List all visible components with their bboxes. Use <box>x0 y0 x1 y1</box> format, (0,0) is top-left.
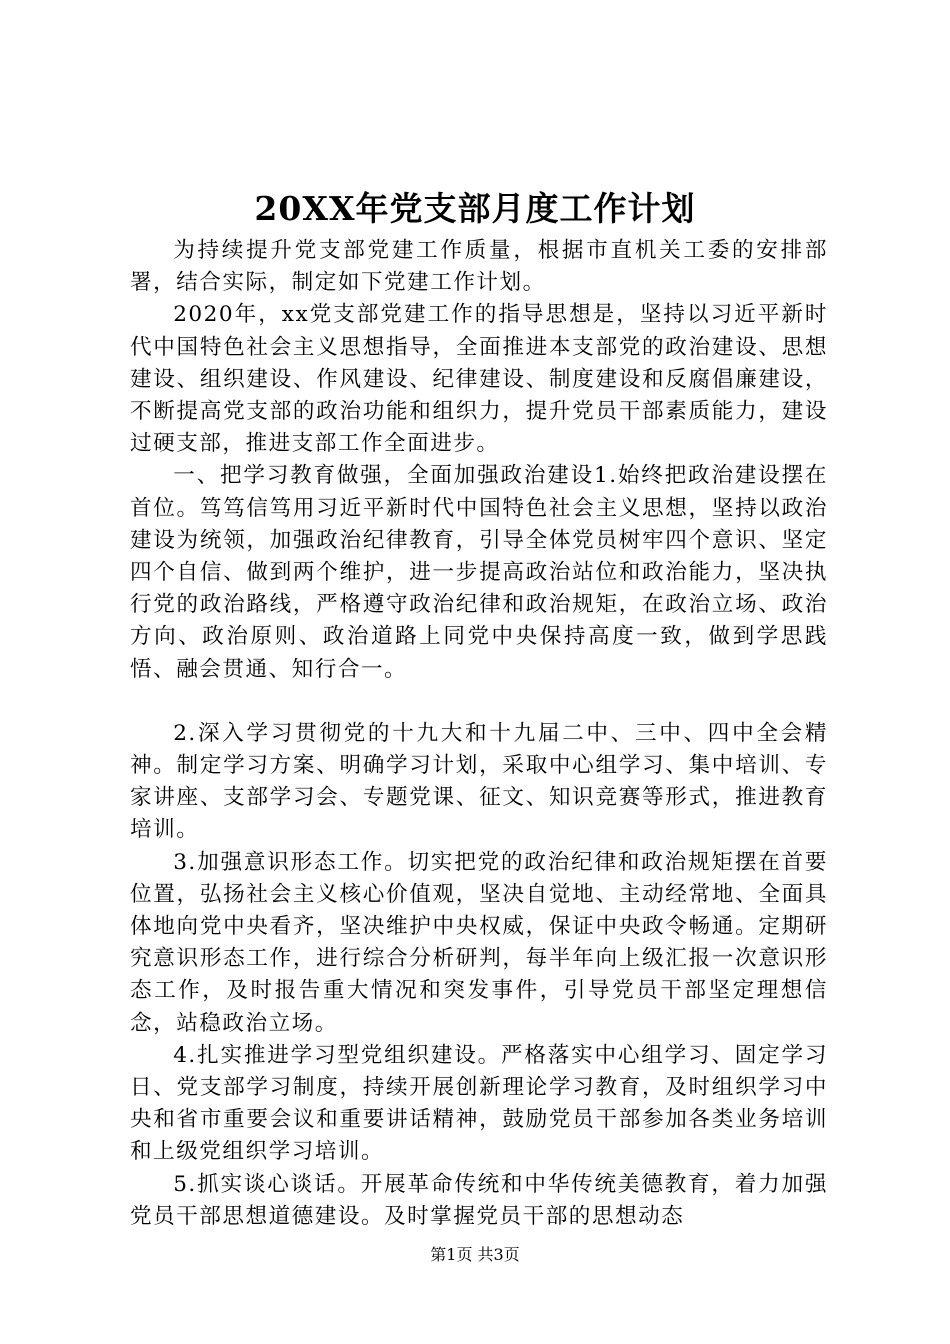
paragraph-item-4: 4.扎实推进学习型党组织建设。严格落实中心组学习、固定学习日、党支部学习制度，持续开展创新理论学习教育，及时组织学习中央和省市重要会议和重要讲话精神，鼓励党员干部参加各类业务培训和上级党组织学习培训。 <box>130 1042 828 1165</box>
paragraph-item-2: 2.深入学习贯彻党的十九大和十九届二中、三中、四中全会精神。制定学习方案、明确学习计划，采取中心组学习、集中培训、专家讲座、支部学习会、专题党课、征文、知识竞赛等形式，推进教育培训。 <box>130 720 828 843</box>
document-body <box>130 235 828 1233</box>
document-title: 20XX年党支部月度工作计划 <box>254 189 696 228</box>
paragraph-section-one: 一、把学习教育做强，全面加强政治建设1.始终把政治建设摆在首位。笃笃信笃用习近平新时代中国特色社会主义思想，坚持以政治建设为统领，加强政治纪律教育，引导全体党员树牢四个意识、坚定四个自信、做到两个维护，进一步提高政治站位和政治能力，坚决执行党的政治路线，严格遵守政治纪律和政治规矩，在政治立场、政治方向、政治原则、政治道路上同党中央保持高度一致，做到学思践悟、融会贯通、知行合一。 <box>130 463 828 682</box>
paragraph-item-5: 5.抓实谈心谈话。开展革命传统和中华传统美德教育，着力加强党员干部思想道德建设。及时掌握党员干部的思想动态 <box>130 1171 828 1229</box>
page-number-footer: 第1页 共3页 <box>430 1245 520 1264</box>
paragraph-intro: 为持续提升党支部党建工作质量，根据市直机关工委的安排部署，结合实际，制定如下党建工作计划。 <box>130 238 828 296</box>
paragraph-item-3: 3.加强意识形态工作。切实把党的政治纪律和政治规矩摆在首要位置，弘扬社会主义核心价值观，坚决自觉地、主动经常地、全面具体地向党中央看齐，坚决维护中央权威，保证中央政令畅通。定期研究意识形态工作，进行综合分析研判，每半年向上级汇报一次意识形态工作，及时报告重大情况和突发事件，引导党员干部坚定理想信念，站稳政治立场。 <box>130 849 828 1036</box>
paragraph-guiding-thought: 2020年，xx党支部党建工作的指导思想是，坚持以习近平新时代中国特色社会主义思想指导，全面推进本支部党的政治建设、思想建设、组织建设、作风建设、纪律建设、制度建设和反腐倡廉建设，不断提高党支部的政治功能和组织力，提升党员干部素质能力，建设过硬支部，推进支部工作全面进步。 <box>130 302 828 457</box>
